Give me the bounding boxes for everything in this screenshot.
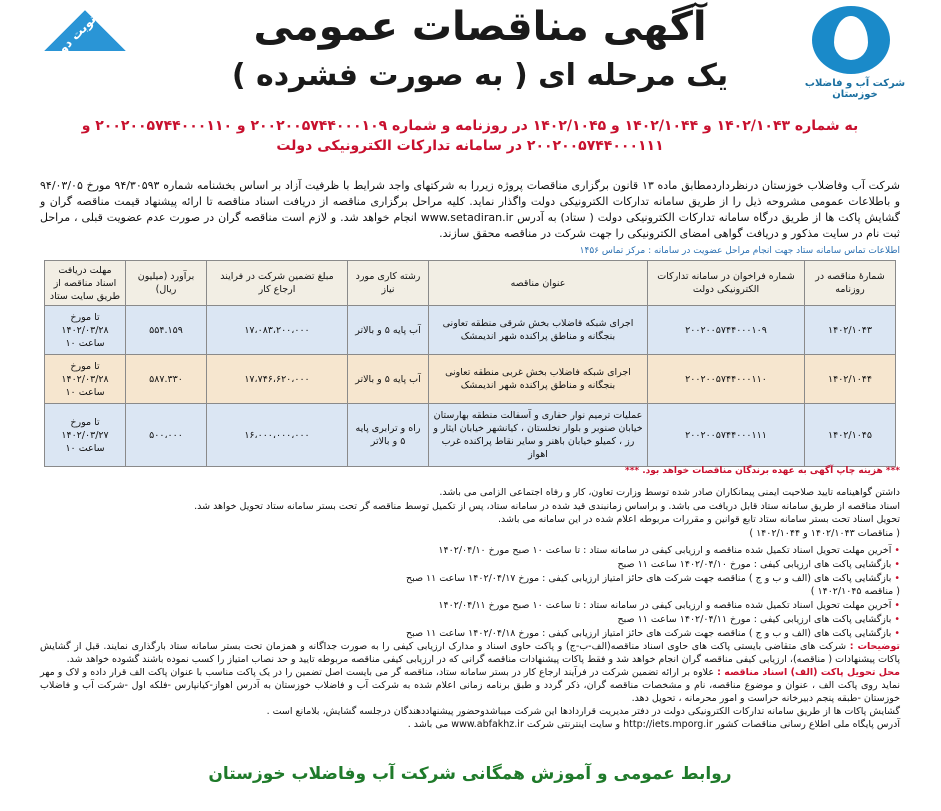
estimate: ۵۸۷.۳۳۰: [126, 355, 207, 404]
tender-title: عملیات ترمیم نوار حفاری و آسفالت منطقه بهارستان خیابان صنوبر و بلوار نخلستان ، کیانشهر خیابان ایثار و رز ، کمیلو خیابان باهنر و سایر نقاط پراکنده غرب اهواز: [429, 404, 648, 467]
schedule-item: • بازگشایی پاکت های ارزیابی کیفی : مورخ ۱۴۰۲/۰۴/۱۱ ساعت ۱۱ صبح: [617, 613, 900, 625]
contact-info: اطلاعات تماس سامانه ستاد جهت انجام مراحل عضویت در سامانه : مرکز تماس ۱۴۵۶: [579, 246, 900, 256]
condition-item: تحویل اسناد تحت بستر سامانه ستاد تابع قوانین و مقررات مربوطه اعلام شده در این سامانه می باشد.: [497, 514, 900, 525]
description: [40, 640, 900, 731]
logo-text: شرکت آب و فاضلاب خوزستان: [804, 78, 906, 100]
col-header: شماره فراخوان در سامانه تدارکات الکترونیکی دولت: [648, 261, 805, 306]
tender-number: ۱۴۰۲/۱۰۴۵: [805, 404, 896, 467]
logo-drop-shape: [834, 16, 868, 60]
required-field: آب پایه ۵ و بالاتر: [348, 306, 429, 355]
intro-paragraph: شرکت آب وفاضلاب خوزستان درنظرداردمطابق ماده ۱۳ قانون برگزاری مناقصات پروژه زیررا به شرکتهای واجد شرایط با ظرفیت آزاد بر اساس بخشنامه شماره ۹۴/۳۰۵۹۳ مورخ ۹۴/۰۳/۰۵ و باطلاعات عمومی مشروحه ذیل را از طریق سامانه تدارکات الکترونیکی دولت واگذار نماید. کلیه مراحل برگزاری مناقصه از دریافت اسناد مناقصه تا ارائه پیشنهاد قیمت مناقصه گران و گشایش پاکت ها از طریق درگاه سامانه تدارکات الکترونیکی دولت ( ستاد) به آدرس www.setadiran.ir انجام خواهد شد. و لازم است مناقصه گران در صورت عدم عضویت قبلی ، مراحل ثبت نام در سایت مذکور و دریافت گواهی امضای الکترونیکی را جهت شرکت در مناقصه محقق سازند.: [40, 179, 900, 240]
schedule-item: • آخرین مهلت تحویل اسناد تکمیل شده مناقصه و ارزیابی کیفی در سامانه ستاد : تا ساعت ۱۰ صبح مورخ ۱۴۰۲/۰۴/۱۱: [438, 600, 900, 612]
schedule: [40, 544, 900, 641]
schedule-item: ( مناقصه ۱۴۰۲/۱۰۴۵ ): [810, 586, 900, 598]
condition-item: اسناد مناقصه از طریق سامانه ستاد قابل دریافت می باشد. و براساس زمانبندی قید شده در سامانه ستاد، پس از تکمیل توسط مناقصه گر تحت بستر سامانه ستاد تحویل خواهد شد.: [194, 500, 900, 512]
tender-numbers-line: به شماره ۱۴۰۲/۱۰۴۳ و ۱۴۰۲/۱۰۴۴ و ۱۴۰۲/۱۰۴۵ در روزنامه و شماره ۲۰۰۲۰۰۵۷۴۴۰۰۰۱۰۹ و ۲۰۰۲۰۰۵۷۴۴۰۰۰۱۱۰ و ۲۰۰۲۰۰۵۷۴۴۰۰۰۱۱۱ در سامانه تدارکات الکترونیکی دولت: [81, 118, 859, 154]
schedule-item: • بازگشایی پاکت های (الف و ب و ج ) مناقصه جهت شرکت های حائز امتیاز ارزیابی کیفی : مورخ ۱۴۰۲/۰۴/۱۸ ساعت ۱۱ صبح: [405, 627, 900, 639]
required-field: آب پایه ۵ و بالاتر: [348, 355, 429, 404]
condition-item: داشتن گواهینامه تایید صلاحیت ایمنی پیمانکاران صادر شده توسط وزارت تعاون، کار و رفاه اجتماعی الزامی می باشد.: [439, 487, 900, 498]
col-header: عنوان مناقصه: [429, 261, 648, 306]
schedule-item: • بازگشایی پاکت های (الف و ب و ج ) مناقصه جهت شرکت های حائز امتیاز ارزیابی کیفی : مورخ ۱۴۰۲/۰۴/۱۷ ساعت ۱۱ صبح: [405, 572, 900, 584]
estimate: ۵۵۴.۱۵۹: [126, 306, 207, 355]
deadline: تا مورخ ۱۴۰۲/۰۳/۲۸ ساعت ۱۰: [45, 355, 126, 404]
tender-title: اجرای شبکه فاضلاب بخش شرقی منطقه تعاونی بنجگانه و مناطق پراکنده شهر اندیمشک: [429, 306, 648, 355]
page-subtitle: یک مرحله ای ( به صورت فشرده ): [231, 58, 729, 93]
guarantee-amount: ۱۷،۰۸۳،۲۰۰،۰۰۰: [207, 306, 348, 355]
page-title: آگهی مناقصات عمومی: [253, 4, 707, 50]
tender-number: ۱۴۰۲/۱۰۴۳: [805, 306, 896, 355]
estimate: ۵۰۰،۰۰۰: [126, 404, 207, 467]
condition-item: ( مناقصات ۱۴۰۲/۱۰۴۳ و ۱۴۰۲/۱۰۴۴ ): [749, 527, 900, 539]
tender-title: اجرای شبکه فاضلاب بخش غربی منطقه تعاونی بنجگانه و مناطق پراکنده شهر اندیمشک: [429, 355, 648, 404]
tender-number: ۱۴۰۲/۱۰۴۴: [805, 355, 896, 404]
required-field: راه و ترابری پایه ۵ و بالاتر: [348, 404, 429, 467]
col-header: رشته کاری مورد نیاز: [348, 261, 429, 306]
conditions: [40, 486, 900, 540]
guarantee-amount: ۱۶،۰۰۰،۰۰۰،۰۰۰: [207, 404, 348, 467]
col-header: شمارهٔ مناقصه در روزنامه: [805, 261, 896, 306]
col-header: برآورد (میلیون ریال): [126, 261, 207, 306]
col-header: مهلت دریافت اسناد مناقصه از طریق سایت ستاد: [45, 261, 126, 306]
print-cost-note: *** هزینه چاپ آگهی به عهده برندگان مناقصات خواهد بود. ***: [624, 466, 900, 476]
deadline: تا مورخ ۱۴۰۲/۰۳/۲۸ ساعت ۱۰: [45, 306, 126, 355]
table-row: [45, 404, 896, 467]
company-logo: [790, 6, 920, 106]
guarantee-amount: ۱۷،۷۴۶،۶۲۰،۰۰۰: [207, 355, 348, 404]
setad-number: ۲۰۰۲۰۰۵۷۴۴۰۰۰۱۱۱: [648, 404, 805, 467]
opening-note: گشایش پاکات ها از طریق سامانه تدارکات الکترونیکی دولت در دفتر مدیریت قراردادها این شرکت میباشدوحضور پیشنهاددهندگان درجلسه گشایش، بلامانع است .: [266, 706, 900, 717]
address-note: آدرس پایگاه ملی اطلاع رسانی مناقصات کشور http://iets.mporg.ir و سایت اینترنتی شرکت www.abfakhz.ir می باشد .: [407, 719, 900, 730]
setad-number: ۲۰۰۲۰۰۵۷۴۴۰۰۰۱۰۹: [648, 306, 805, 355]
explanation: توضیحات : شرکت های متقاضی بایستی پاکت های حاوی اسناد مناقصه(الف-ب-ج) و پاکت حاوی اسناد و مدارک ارزیابی کیفی را به صورت جداگانه و همزمان تحت بستر سامانه ستاد بارگذاری نمایند. قبل از گشایش پاکات پیشنهادات ( مناقصه)، ارزیابی کیفی مناقصه گران انجام خواهد شد و فقط پاکات پیشنهادات مناقصه گرانی که در ارزیابی کیفی مناقصه مربوطه تایید و حد نصاب امتیاز را کسب نموده باشند گشوده خواهد شد.: [40, 641, 900, 665]
badge-text: نوبت دوم: [49, 12, 99, 62]
table-row: [45, 355, 896, 404]
setad-number: ۲۰۰۲۰۰۵۷۴۴۰۰۰۱۱۰: [648, 355, 805, 404]
col-header: مبلغ تضمین شرکت در فرایند ارجاع کار: [207, 261, 348, 306]
schedule-item: • بازگشایی پاکت های ارزیابی کیفی : مورخ ۱۴۰۲/۰۴/۱۰ ساعت ۱۱ صبح: [617, 558, 900, 570]
header: [0, 0, 941, 115]
schedule-item: • آخرین مهلت تحویل اسناد تکمیل شده مناقصه و ارزیابی کیفی در سامانه ستاد : تا ساعت ۱۰ صبح مورخ ۱۴۰۲/۰۴/۱۰: [438, 545, 900, 556]
footer-signature: روابط عمومی و آموزش همگانی شرکت آب وفاضلاب خوزستان: [208, 764, 732, 784]
deadline: تا مورخ ۱۴۰۲/۰۳/۲۷ ساعت ۱۰: [45, 404, 126, 467]
envelope-delivery: محل تحویل پاکت (الف) اسناد مناقصه : علاوه بر ارائه تضمین شرکت در فرآیند ارجاع کار در بستر سامانه ستاد، مناقصه گر می بایست اصل تضمین را در یک پاکت مناسب با عنوان پاکت الف قرار داده و لاک و مهر نماید روی پاکت الف ، عنوان و موضوع مناقصه، نام و مشخصات مناقصه گران، ذکر گردد و طبق برنامه زمانی اعلام شده به شرکت آب و فاضلاب خوزستان به آدرس اهواز-کیانپارس -فلکه اول -شرکت آب و فاضلاب خوزستان -طبقه پنجم دبیرخانه حراست و امور محرمانه ، تحویل دهد.: [40, 667, 900, 704]
table-row: [45, 306, 896, 355]
tenders-table: [44, 260, 896, 467]
